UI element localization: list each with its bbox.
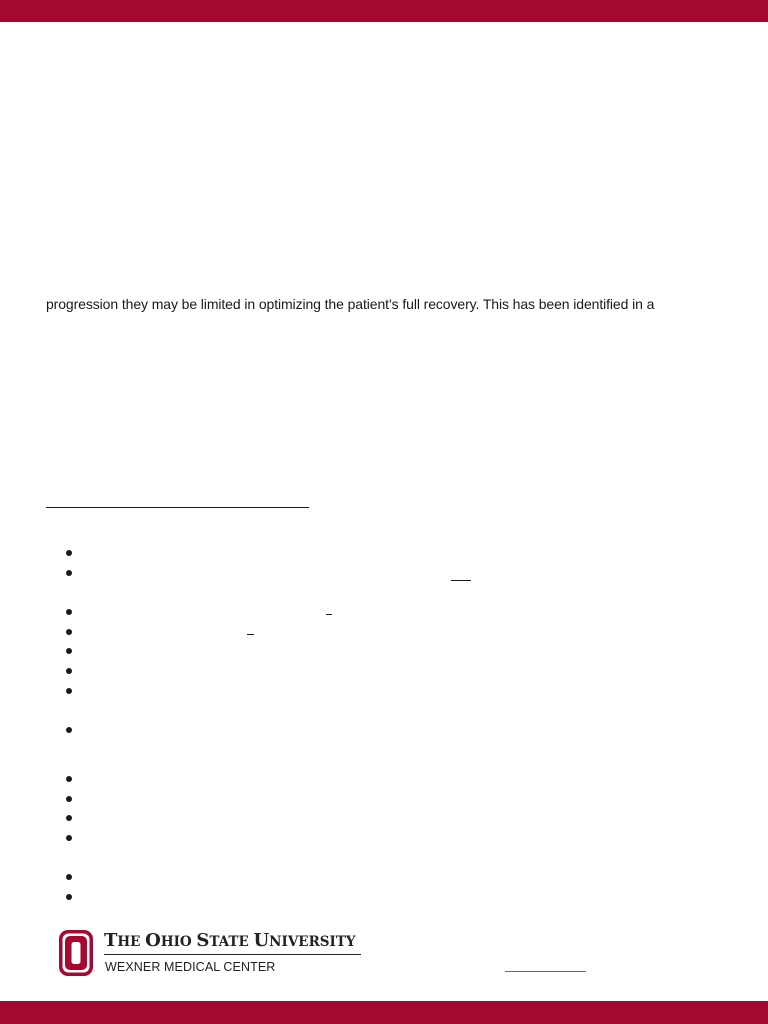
list-bullet <box>66 796 72 802</box>
list-bullet <box>66 629 72 635</box>
hyperlink-underline[interactable] <box>505 971 586 972</box>
medical-center-name: WEXNER MEDICAL CENTER <box>105 960 276 974</box>
underline-mark <box>247 634 254 635</box>
underline-mark <box>326 614 332 615</box>
wordmark-initial: U <box>253 930 270 951</box>
list-bullet <box>66 776 72 782</box>
list-bullet <box>66 874 72 880</box>
wordmark-rest: HIO <box>160 934 197 950</box>
list-bullet <box>66 835 72 841</box>
list-bullet <box>66 609 72 615</box>
list-bullet <box>66 727 72 733</box>
bottom-brand-band <box>0 1001 768 1024</box>
list-bullet <box>66 550 72 556</box>
block-o-logo-icon <box>58 929 94 977</box>
university-name <box>104 930 356 951</box>
underline-mark <box>451 580 471 581</box>
wordmark-rest: TATE <box>209 934 254 950</box>
body-text-line: progression they may be limited in optimizing the patient’s full recovery. This has been identified in a <box>46 296 655 312</box>
section-heading-underline <box>46 507 309 508</box>
list-bullet <box>66 668 72 674</box>
top-brand-band <box>0 0 768 22</box>
list-bullet <box>66 648 72 654</box>
wordmark-initial: T <box>104 930 118 951</box>
list-bullet <box>66 688 72 694</box>
wordmark-divider <box>104 954 361 955</box>
list-bullet <box>66 894 72 900</box>
list-bullet <box>66 815 72 821</box>
wordmark-initial: O <box>145 930 161 951</box>
wordmark-rest: HE <box>117 934 146 950</box>
wordmark-initial: S <box>196 930 210 951</box>
wordmark-rest: NIVERSITY <box>269 934 356 950</box>
list-bullet <box>66 570 72 576</box>
